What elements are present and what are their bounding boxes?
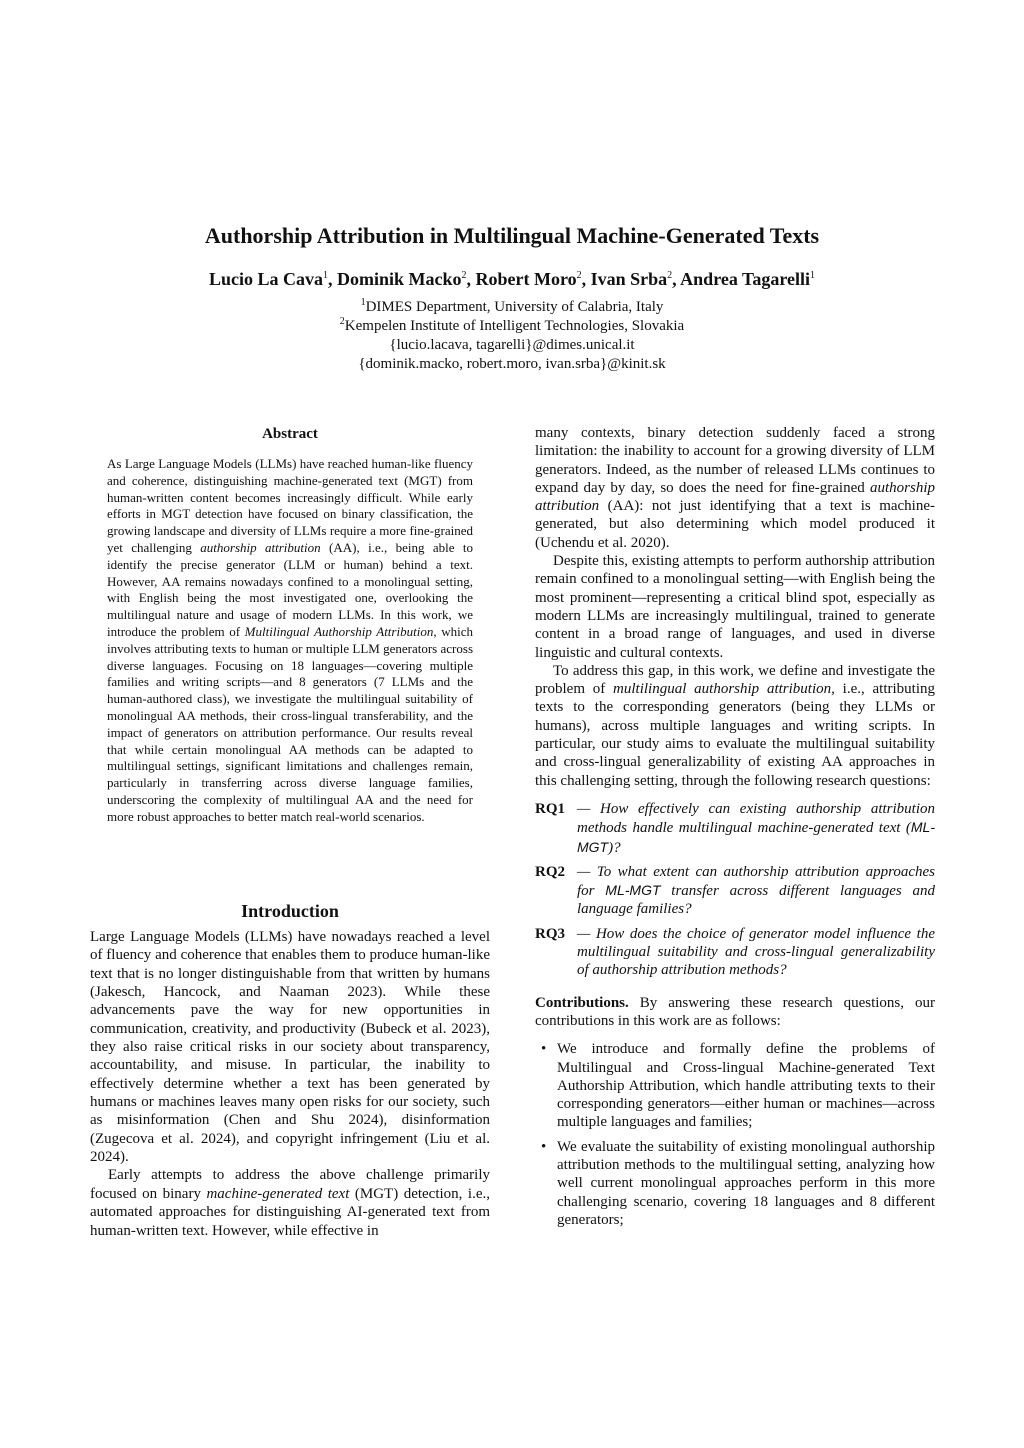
introduction-body [90, 928, 490, 1240]
body-paragraph: Despite this, existing attempts to perform authorship attribution remain confined to a monolingual setting—with English being the most prominent—representing a critical blind spot, especially as modern LLMs are increasingly multilingual, trained to generate content in a broad range of languages, and used in diverse linguistic and cultural contexts. [535, 553, 935, 661]
right-column [535, 424, 935, 1235]
research-questions [535, 800, 935, 980]
rq-text-part: transfer across different languages and language families? [577, 883, 935, 918]
abstract-emphasis: Multilingual Authorship Attribution [244, 623, 434, 639]
affiliation-text: Kempelen Institute of Intelligent Technologies, Slovakia [344, 318, 685, 334]
research-question [535, 863, 935, 919]
body-text: (AA): not just identifying that a text is machine-generated, but also determining which model produced it (Uchendu et al. 2020). [535, 498, 935, 551]
rq-text-part: — How effectively can existing authorship attribution methods handle multilingual machine-generated text ( [577, 800, 935, 837]
contributions-label: Contributions. [535, 994, 629, 1011]
author-list [0, 267, 1024, 291]
email-line: {dominik.macko, robert.moro, ivan.srba}@kinit.sk [358, 356, 666, 372]
affiliations [0, 298, 1024, 374]
author-affiliation-mark: 1 [322, 270, 328, 281]
rq-label: RQ3 [535, 925, 565, 942]
author-name: Dominik Macko [336, 269, 462, 289]
intro-paragraph [90, 1166, 490, 1239]
list-item-text: We introduce and formally define the problems of Multilingual and Cross-lingual Machine-generated Text Authorship Attribution, which handle attributing texts to their corresponding generators—either human or machines—across multiple languages and families; [557, 1041, 935, 1131]
rq-text: — How does the choice of generator model influence the multilingual suitability and cross-lingual generalizability of authorship attribution methods? [577, 925, 935, 979]
rq-label: RQ2 [535, 863, 565, 880]
author-name: Lucio La Cava [208, 269, 323, 289]
intro-emphasis: machine-generated text [206, 1185, 350, 1202]
rq-abbreviation: ML-MGT [605, 882, 661, 899]
author-name: Ivan Srba [590, 269, 668, 289]
rq-text-part: )? [608, 839, 621, 856]
abstract-text: (AA), i.e., being able to identify the precise generator (LLM or human) behind a text. However, AA remains nowadays confined to a monolingual setting, with English being the most investigated one, overlooking the multilingual nature and usage of modern LLMs. In this work, we introduce the problem of [107, 539, 473, 639]
author-affiliation-mark: 2 [667, 270, 673, 281]
intro-text: (MGT) detection, i.e., automated approaches for distinguishing AI-generated text from human-written text. However, while effective in [90, 1185, 490, 1239]
rq-label: RQ1 [535, 800, 565, 817]
introduction-heading: Introduction [241, 901, 339, 921]
author-separator: , [672, 269, 681, 289]
body-paragraph [535, 662, 935, 790]
author-separator: , [327, 269, 337, 289]
email-line: {lucio.lacava, tagarelli}@dimes.unical.it [389, 337, 635, 353]
contributions-text: By answering these research questions, our contributions in this work are as follows: [535, 994, 935, 1029]
affiliation-line [0, 298, 1024, 317]
rq-text [577, 863, 935, 919]
rq-text [577, 800, 935, 857]
body-emphasis: multilingual authorship attribution [613, 681, 832, 698]
bullet-icon: • [541, 1138, 547, 1155]
affiliation-mark: 2 [339, 316, 345, 327]
research-question [535, 800, 935, 857]
abstract-text: As Large Language Models (LLMs) have reached human-like fluency and coherence, distinguishing machine-generated text (MGT) from human-written content becomes increasingly difficult. While early efforts in MGT detection have focused on binary classification, the growing landscape and diversity of LLMs require a more fine-grained yet challenging [107, 456, 473, 555]
affiliation-text: DIMES Department, University of Calabria, Italy [365, 299, 664, 315]
author-affiliation-mark: 2 [461, 270, 467, 281]
list-item-text: We evaluate the suitability of existing monolingual authorship attribution methods to the multilingual setting, analyzing how well current monolingual approaches perform in this more challenging scenario, covering 18 languages and 8 different generators; [557, 1138, 935, 1228]
author-affiliation-mark: 1 [810, 270, 816, 281]
abstract-text: , which involves attributing texts to human or multiple LLM generators across diverse languages. Focusing on 18 languages—covering multiple families and writing scripts—and 8 generators (7 LLMs and the human-authored class), we investigate the multilingual suitability of monolingual AA methods, their cross-lingual transferability, and the impact of generators on attribution performance. Our results reveal that while certain monolingual AA methods can be adapted to multilingual settings, significant limitations and challenges remain, particularly in transferring across diverse language families, underscoring the complexity of multilingual AA and the need for more robust approaches to better match real-world scenarios. [107, 623, 473, 824]
rq-abbreviation: ML-MGT [577, 819, 935, 855]
abstract-paragraph [107, 456, 473, 826]
list-item [535, 1040, 935, 1131]
abstract-body [107, 456, 473, 826]
body-paragraph [535, 424, 935, 552]
author-separator: , [466, 269, 476, 289]
body-text: , i.e., attributing texts to the corresponding generators (being they LLMs or humans), across multiple languages and writing scripts. In particular, our study aims to evaluate the multilingual suitability and cross-lingual generalizability of existing AA approaches in this challenging setting, through the following research questions: [535, 681, 935, 789]
affiliation-mark: 1 [360, 297, 366, 308]
contribution-list [535, 1040, 935, 1229]
contributions-paragraph [535, 994, 935, 1031]
author-name: Andrea Tagarelli [680, 269, 811, 289]
bullet-icon: • [541, 1041, 547, 1058]
rq-text-part: — To what extent can authorship attribution approaches for [577, 863, 935, 900]
abstract-emphasis: authorship attribution [200, 539, 321, 555]
paper-title: Authorship Attribution in Multilingual Machine-Generated Texts [204, 223, 820, 248]
list-item [535, 1138, 935, 1229]
author-separator: , [581, 269, 591, 289]
intro-text: Early attempts to address the above challenge primarily focused on binary [90, 1167, 490, 1202]
research-question [535, 925, 935, 980]
author-name: Robert Moro [475, 269, 577, 289]
abstract-heading: Abstract [262, 426, 318, 442]
author-affiliation-mark: 2 [576, 270, 582, 281]
body-emphasis: authorship attribution [535, 479, 935, 515]
body-text: many contexts, binary detection suddenly faced a strong limitation: the inability to account for a growing diversity of LLM generators. Indeed, as the number of released LLMs continues to expand day by day, so does the need for fine-grained [535, 425, 935, 496]
affiliation-line [0, 317, 1024, 336]
body-text: To address this gap, in this work, we define and investigate the problem of [535, 662, 935, 698]
intro-paragraph: Large Language Models (LLMs) have nowadays reached a level of fluency and coherence that enables them to produce human-like text that is no longer distinguishable from that written by humans (Jakesch, Hancock, and Naaman 2023). While these advancements pave the way for new opportunities in communication, creativity, and productivity (Bubeck et al. 2023), they also raise critical risks in our society about transparency, accountability, and misuse. In particular, the inability to effectively determine whether a text has been generated by humans or machines leaves many open risks for our society, such as misinformation (Chen and Shu 2024), disinformation (Zugecova et al. 2024), and copyright infringement (Liu et al. 2024). [90, 929, 490, 1166]
